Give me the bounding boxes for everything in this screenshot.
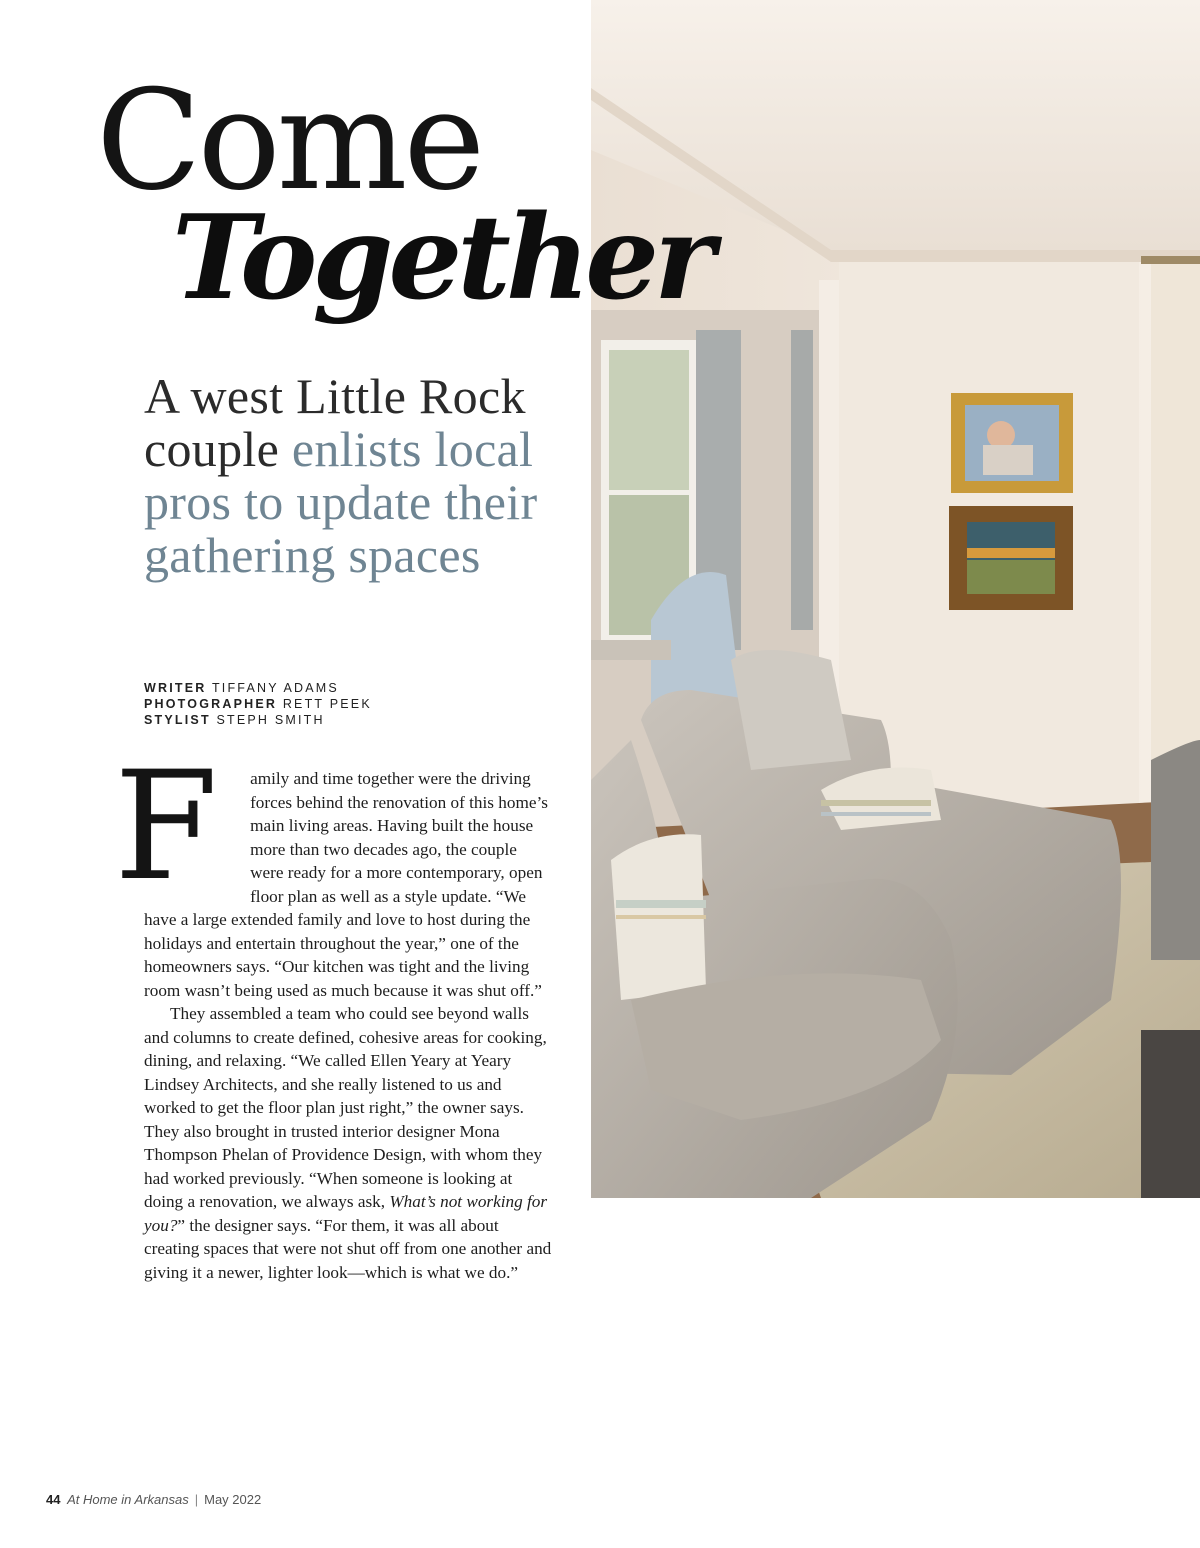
folio-separator: |: [194, 1492, 199, 1507]
credit-role: WRITER: [144, 681, 207, 695]
article-body: [114, 740, 554, 1284]
page-number: 44: [46, 1492, 61, 1507]
credit-name: STEPH SMITH: [216, 713, 325, 727]
deck-subtitle: [144, 370, 574, 582]
credit-role: STYLIST: [144, 713, 211, 727]
credits: [144, 680, 372, 728]
paragraph-1-text: amily and time together were the driving forces behind the renovation of this home’s main living areas. Having built the house more than two decades ago, the couple were ready for a more contemporary, open floor plan as well as a style update. “We have a large extended family and love to host during the holidays and entertain throughout the year,” one of the homeowners says. “Our kitchen was tight and the living room wasn’t being used as much because it was shut off.”: [144, 769, 548, 1000]
paragraph-2-italic: What’s not working for you?: [144, 1192, 548, 1235]
paragraph-2: [144, 1002, 554, 1284]
deck-dark-text: A west Little Rock couple: [144, 368, 526, 477]
credit-name: TIFFANY ADAMS: [211, 681, 339, 695]
page-footer: [46, 1492, 261, 1507]
magazine-name: At Home in Arkansas: [67, 1492, 189, 1507]
paragraph-1: [114, 740, 554, 1002]
issue-date: May 2022: [204, 1492, 262, 1507]
headline-together: Together: [172, 190, 711, 326]
credit-role: PHOTOGRAPHER: [144, 697, 278, 711]
credit-photographer: [144, 696, 372, 712]
credit-writer: [144, 680, 372, 696]
headline-come: Come: [96, 60, 482, 221]
living-room-photo: [591, 0, 1200, 1198]
credit-name: RETT PEEK: [282, 697, 372, 711]
drop-cap: F: [114, 740, 219, 914]
paragraph-2-text-a: They assembled a team who could see beyond walls and columns to create defined, cohesive areas for cooking, dining, and relaxing. “We called Ellen Yeary at Yeary Lindsey Architects, and she really listened to us and worked to get the floor plan just right,” the owner says. They also brought in trusted interior designer Mona Thompson Phelan of Providence Design, with whom they had worked previously. “When someone is looking at doing a renovation, we always ask,: [144, 1004, 547, 1211]
living-room-illustration: [591, 0, 1200, 1198]
paragraph-2-text-b: ” the designer says. “For them, it was all about creating spaces that were not shut off from one another and giving it a newer, lighter look—which is what we do.”: [144, 1215, 552, 1282]
credit-stylist: [144, 712, 372, 728]
deck-blue-text: enlists local pros to update their gathering spaces: [144, 421, 538, 583]
